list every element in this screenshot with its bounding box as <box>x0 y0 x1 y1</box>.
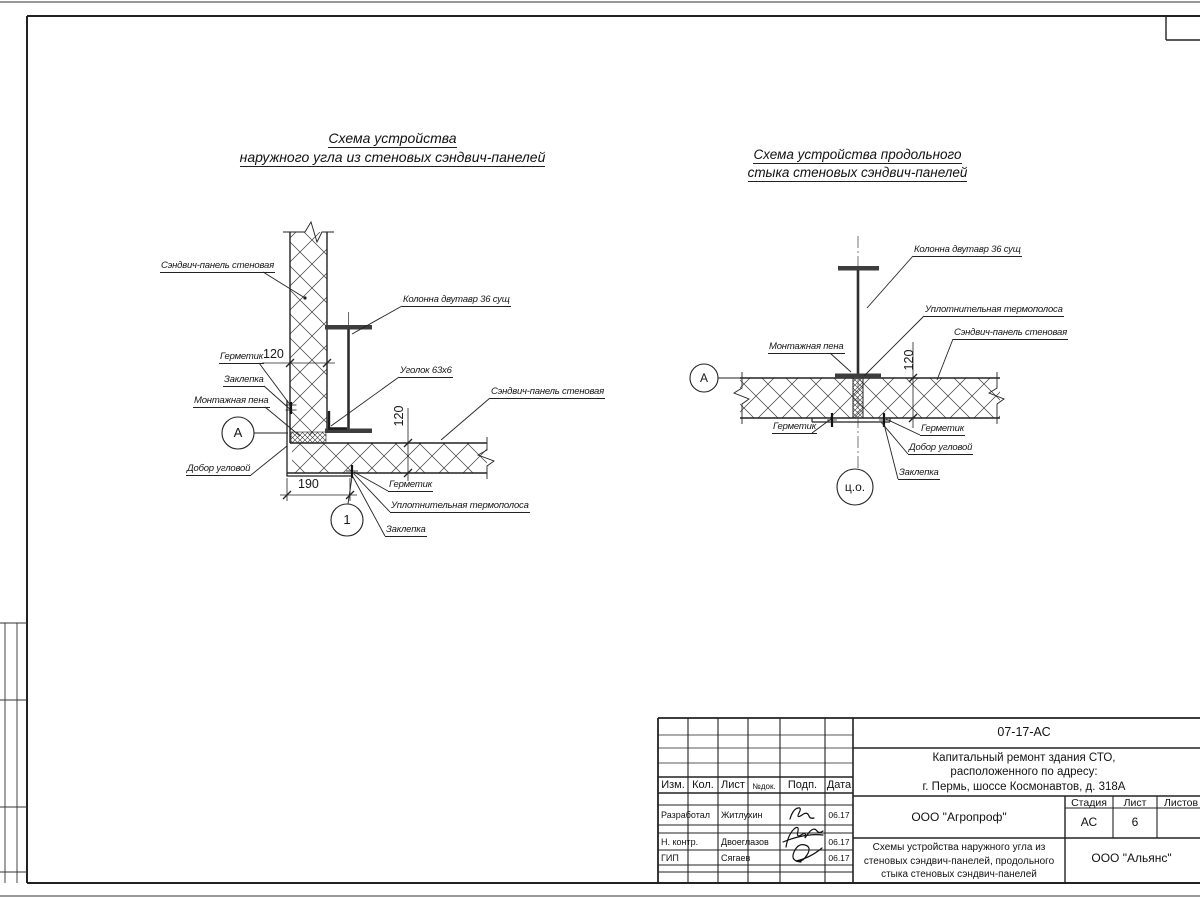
left-scheme-title-line1: Схема устройства <box>328 130 457 146</box>
sheet-label: Лист <box>1123 797 1147 809</box>
signature-zhitlukhin <box>790 808 814 819</box>
right-detail <box>690 236 1004 505</box>
node-marker-a-right: А <box>699 371 708 385</box>
rev-col-list: Лист <box>721 779 745 791</box>
left-scheme-title <box>225 130 560 168</box>
center-axis-marker: ц.о. <box>844 480 866 494</box>
project-description <box>858 751 1190 794</box>
stage-value: АС <box>1080 815 1098 829</box>
label-thermal-strip-right: Уплотнительная термополоса <box>925 304 1063 315</box>
dim-120-panel: 120 <box>392 405 406 427</box>
project-line-2: расположенного по адресу: <box>950 766 1098 779</box>
dim-120-wall: 120 <box>263 347 284 361</box>
label-rivet-2: Заклепка <box>386 524 426 535</box>
sign-name-gip: Сягаев <box>721 853 751 863</box>
sign-date-ncontrol: 06.17 <box>828 837 850 847</box>
client-org: ООО "Альянс" <box>1091 851 1172 865</box>
label-rivet-right: Заклепка <box>899 467 939 478</box>
label-sandwich-panel-wall-2: Сэндвич-панель стеновая <box>491 386 604 397</box>
doc-code: 07-17-АС <box>997 725 1051 739</box>
rev-col-kol: Кол. <box>692 779 714 791</box>
rev-col-ndok: №док. <box>752 782 776 791</box>
sign-role-ncontrol: Н. контр. <box>661 837 699 847</box>
sheets-label: Листов <box>1163 797 1199 809</box>
designer-org: ООО "Агропроф" <box>911 810 1007 824</box>
rev-col-izm: Изм. <box>661 779 685 791</box>
label-rivet-1: Заклепка <box>224 374 264 385</box>
label-sandwich-panel-wall: Сэндвич-панель стеновая <box>161 260 274 271</box>
label-angle-63x6: Уголок 63х6 <box>400 365 452 376</box>
node-marker-a-left: А <box>233 425 243 440</box>
sign-name-developer: Житлухин <box>721 810 763 820</box>
label-mounting-foam-right: Монтажная пена <box>769 341 844 352</box>
rev-col-podp: Подп. <box>787 779 818 791</box>
sign-name-ncontrol: Двоеглазов <box>721 837 769 847</box>
label-sealant-1: Герметик <box>220 351 263 362</box>
label-sealant-left: Герметик <box>773 421 816 432</box>
signature-syagaev <box>793 845 822 862</box>
sheet-value: 6 <box>1131 815 1139 829</box>
label-sealant-2: Герметик <box>389 479 432 490</box>
label-column-ibeam: Колонна двутавр 36 сущ <box>403 294 510 305</box>
label-column-ibeam-right: Колонна двутавр 36 сущ <box>914 244 1021 255</box>
detail-marker-1: 1 <box>343 512 351 527</box>
label-sandwich-panel-right: Сэндвич-панель стеновая <box>954 327 1067 338</box>
project-line-1: Капитальный ремонт здания СТО, <box>932 752 1116 764</box>
dim-190: 190 <box>298 477 319 491</box>
dim-120-right: 120 <box>902 349 916 371</box>
label-thermal-strip: Уплотнительная термополоса <box>391 500 529 511</box>
label-corner-trim: Добор угловой <box>187 463 251 474</box>
sign-role-gip: ГИП <box>661 853 679 863</box>
right-scheme-title-line2: стыка стеновых сэндвич-панелей <box>747 165 968 180</box>
sheet-title-line-2: стеновых сэндвич-панелей, продольного <box>863 855 1055 867</box>
right-scheme-title-line1: Схема устройства продольного <box>753 147 962 162</box>
label-corner-trim-right: Добор угловой <box>909 442 973 453</box>
label-mounting-foam: Монтажная пена <box>194 395 269 406</box>
sheet-title <box>856 841 1062 882</box>
left-ibeam-column <box>325 312 372 433</box>
stage-label: Стадия <box>1071 797 1107 809</box>
signatures <box>783 808 823 862</box>
sign-role-developer: Разработал <box>661 810 710 820</box>
sign-date-gip: 06.17 <box>828 853 850 863</box>
sign-date-developer: 06.17 <box>828 810 850 820</box>
label-sealant-right: Герметик <box>921 423 964 434</box>
sheet-title-line-1: Схемы устройства наружного угла из <box>872 842 1046 853</box>
right-scheme-title <box>720 147 995 183</box>
project-line-3: г. Пермь, шоссе Космонавтов, д. 318А <box>922 780 1126 793</box>
rev-col-data: Дата <box>826 779 852 791</box>
left-scheme-title-line2: наружного угла из стеновых сэндвич-панелей <box>239 149 546 165</box>
sheet-title-line-3: стыка стеновых сэндвич-панелей <box>881 869 1037 880</box>
